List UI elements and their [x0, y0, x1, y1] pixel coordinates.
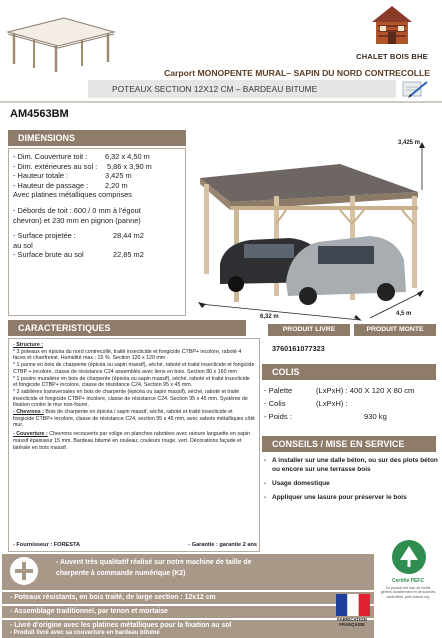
dimensions-heading: DIMENSIONS — [8, 130, 186, 146]
colis-row: - Poids : 930 kg — [264, 412, 387, 421]
header-divider — [0, 101, 442, 103]
debords-line-1: - Débords de toit : 600 / 0 mm à l’égout — [13, 205, 141, 215]
avantage-item: - Produit livré avec sa couverture en bardeau bitumé — [2, 630, 374, 638]
avantage-item: - Livré d’origine avec les platines métalliques pour la fixation au sol — [2, 620, 374, 632]
pen-icon — [400, 79, 430, 99]
brand-logo — [346, 2, 438, 64]
produit-monte-badge: PRODUIT MONTE — [354, 324, 436, 336]
structure-p3: * 1 poutre muralière en bois de charpente (épicéa ou sapin massif), séché, raboté et traité insecticide et fongicide CTBP+ incolore, classe de résistance C24. Section 95 x 45 mm. — [13, 375, 250, 389]
dimensions-box — [8, 148, 186, 316]
dimension-row: - Hauteur totale : 3,425 m — [13, 171, 132, 181]
colis-heading: COLIS — [262, 364, 436, 380]
height-label: 3,425 m — [398, 140, 421, 146]
surface-projetee: - Surface projetée : 28,44 m2 — [13, 231, 144, 241]
dimension-row: - Dim. extérieures au sol : 5,86 x 3,90 m — [13, 161, 152, 171]
caracteristiques-heading: CARACTERISTIQUES — [8, 320, 246, 336]
fabrication-label: FABRICATION FRANÇAISE — [337, 617, 367, 627]
produit-livre-badge: PRODUIT LIVRE — [268, 324, 350, 336]
structure-p2: * 1 panne en bois de charpente (épicéa ou sapin massif), séché, raboté et traité insecticide et fongicide CTBP + incolore, classe de résistance C24 assemblés avec liens en bois. Section 80 x 160 mm — [13, 362, 255, 375]
caracteristiques-box — [8, 338, 260, 552]
avantage-intro: - Auvent très qualitatif réalisé sur notre machine de taille de charpente à commande numérique (K2) — [46, 554, 374, 590]
chalet-icon — [368, 2, 416, 46]
pefc-note: Ce produit est issu de forêts gérées durablement et de sources contrôlées. pefc-france.org — [380, 586, 436, 599]
surface-brute: - Surface brute au sol 22,85 m2 — [13, 250, 144, 260]
product-title: Carport MONOPENTE MURAL– SAPIN DU NORD CONTRECOLLE — [164, 68, 430, 78]
structure-p1: * 3 poteaux en épicéa du nord contrecollé, traité insecticide et fongicide CTBP+ incolore, raboté 4 faces et chanfreiné. Humidité max.: 15 %. Section 120 x 120 mm — [13, 348, 242, 362]
pefc-tree-icon — [392, 540, 426, 574]
platines-note: Avec platines métalliques comprises — [13, 190, 132, 200]
conseil-item: - Appliquer une lasure pour préserver le bois — [264, 494, 407, 501]
french-flag-icon — [336, 594, 370, 616]
depth-label: 4,5 m — [396, 311, 412, 317]
au-sol: au sol — [13, 240, 33, 250]
colis-row: - Colis (LxPxH) : — [264, 399, 348, 408]
pefc-certified: Certifié PEFC — [392, 578, 424, 584]
brand-name: CHALET BOIS BHE — [356, 52, 428, 61]
conseils-list — [264, 456, 438, 507]
avantage-item: - Poteaux résistants, en bois traité, de large section : 12x12 cm — [2, 592, 374, 604]
dimension-row: - Hauteur de passage : 2,20 m — [13, 180, 128, 190]
avantage-item: - Assemblage traditionnel, par tenon et mortaise — [2, 606, 374, 618]
chevrons-para: - Chevrons : Bois de charpente en épicéa / sapin massif, séché, raboté et traité insecticide et fongicide CTBP+ incolore, classe de résistance C24, section 95 x 45 mm, avec sabots métalliques côté mur. — [13, 409, 255, 429]
carport-illustration — [190, 132, 436, 322]
plus-icon — [10, 557, 38, 585]
ean-code: 3760161077323 — [272, 344, 325, 353]
carport-thumbnail — [4, 2, 116, 74]
structure-p4: * 3 sablières transversales en bois de charpente (épicéa ou sapin massif), séché, raboté et traité insecticide et fongicide CTBP+ incolore, classe de résistance C24. Section 95 x 45 mm. Système de fixation contre le mur non-fourni. — [13, 388, 248, 409]
fournisseur: - Fournisseur : FORESTA — [13, 542, 81, 548]
dimension-row: - Dim. Couverture toit : 6,32 x 4,50 m — [13, 152, 150, 161]
structure-title: - Structure : — [13, 342, 44, 348]
conseil-item: - Usage domestique — [264, 480, 330, 487]
debords-line-2: chevron) et 230 mm en pignon (panne) — [13, 215, 141, 225]
product-subtitle: POTEAUX SECTION 12X12 CM – BARDEAU BITUME — [88, 80, 396, 98]
pefc-logo — [378, 538, 438, 636]
colis-list — [264, 384, 438, 423]
couverture-para: - Couverture : Chevrons recouverts par volige en planches rabotées avec rainure languette en sapin massif épaisseur 15 mm. Bardeau bitumé en rouleau; couleurs rouge, vert. Décorations façade et latérale en bois massif. — [13, 431, 251, 451]
product-reference: AM4563BM — [10, 108, 69, 120]
conseil-item: - A installer sur une dalle béton, ou sur des plots béton ou encore sur une terrasse bois — [264, 457, 438, 473]
width-label: 6,32 m — [260, 314, 279, 320]
conseils-heading: CONSEILS / MISE EN SERVICE — [262, 436, 436, 452]
colis-row: - Palette (LxPxH) : 400 X 120 X 80 cm — [264, 386, 415, 395]
plus-badge — [2, 554, 46, 590]
garantie: - Garantie : garantie 2 ans — [188, 542, 257, 548]
